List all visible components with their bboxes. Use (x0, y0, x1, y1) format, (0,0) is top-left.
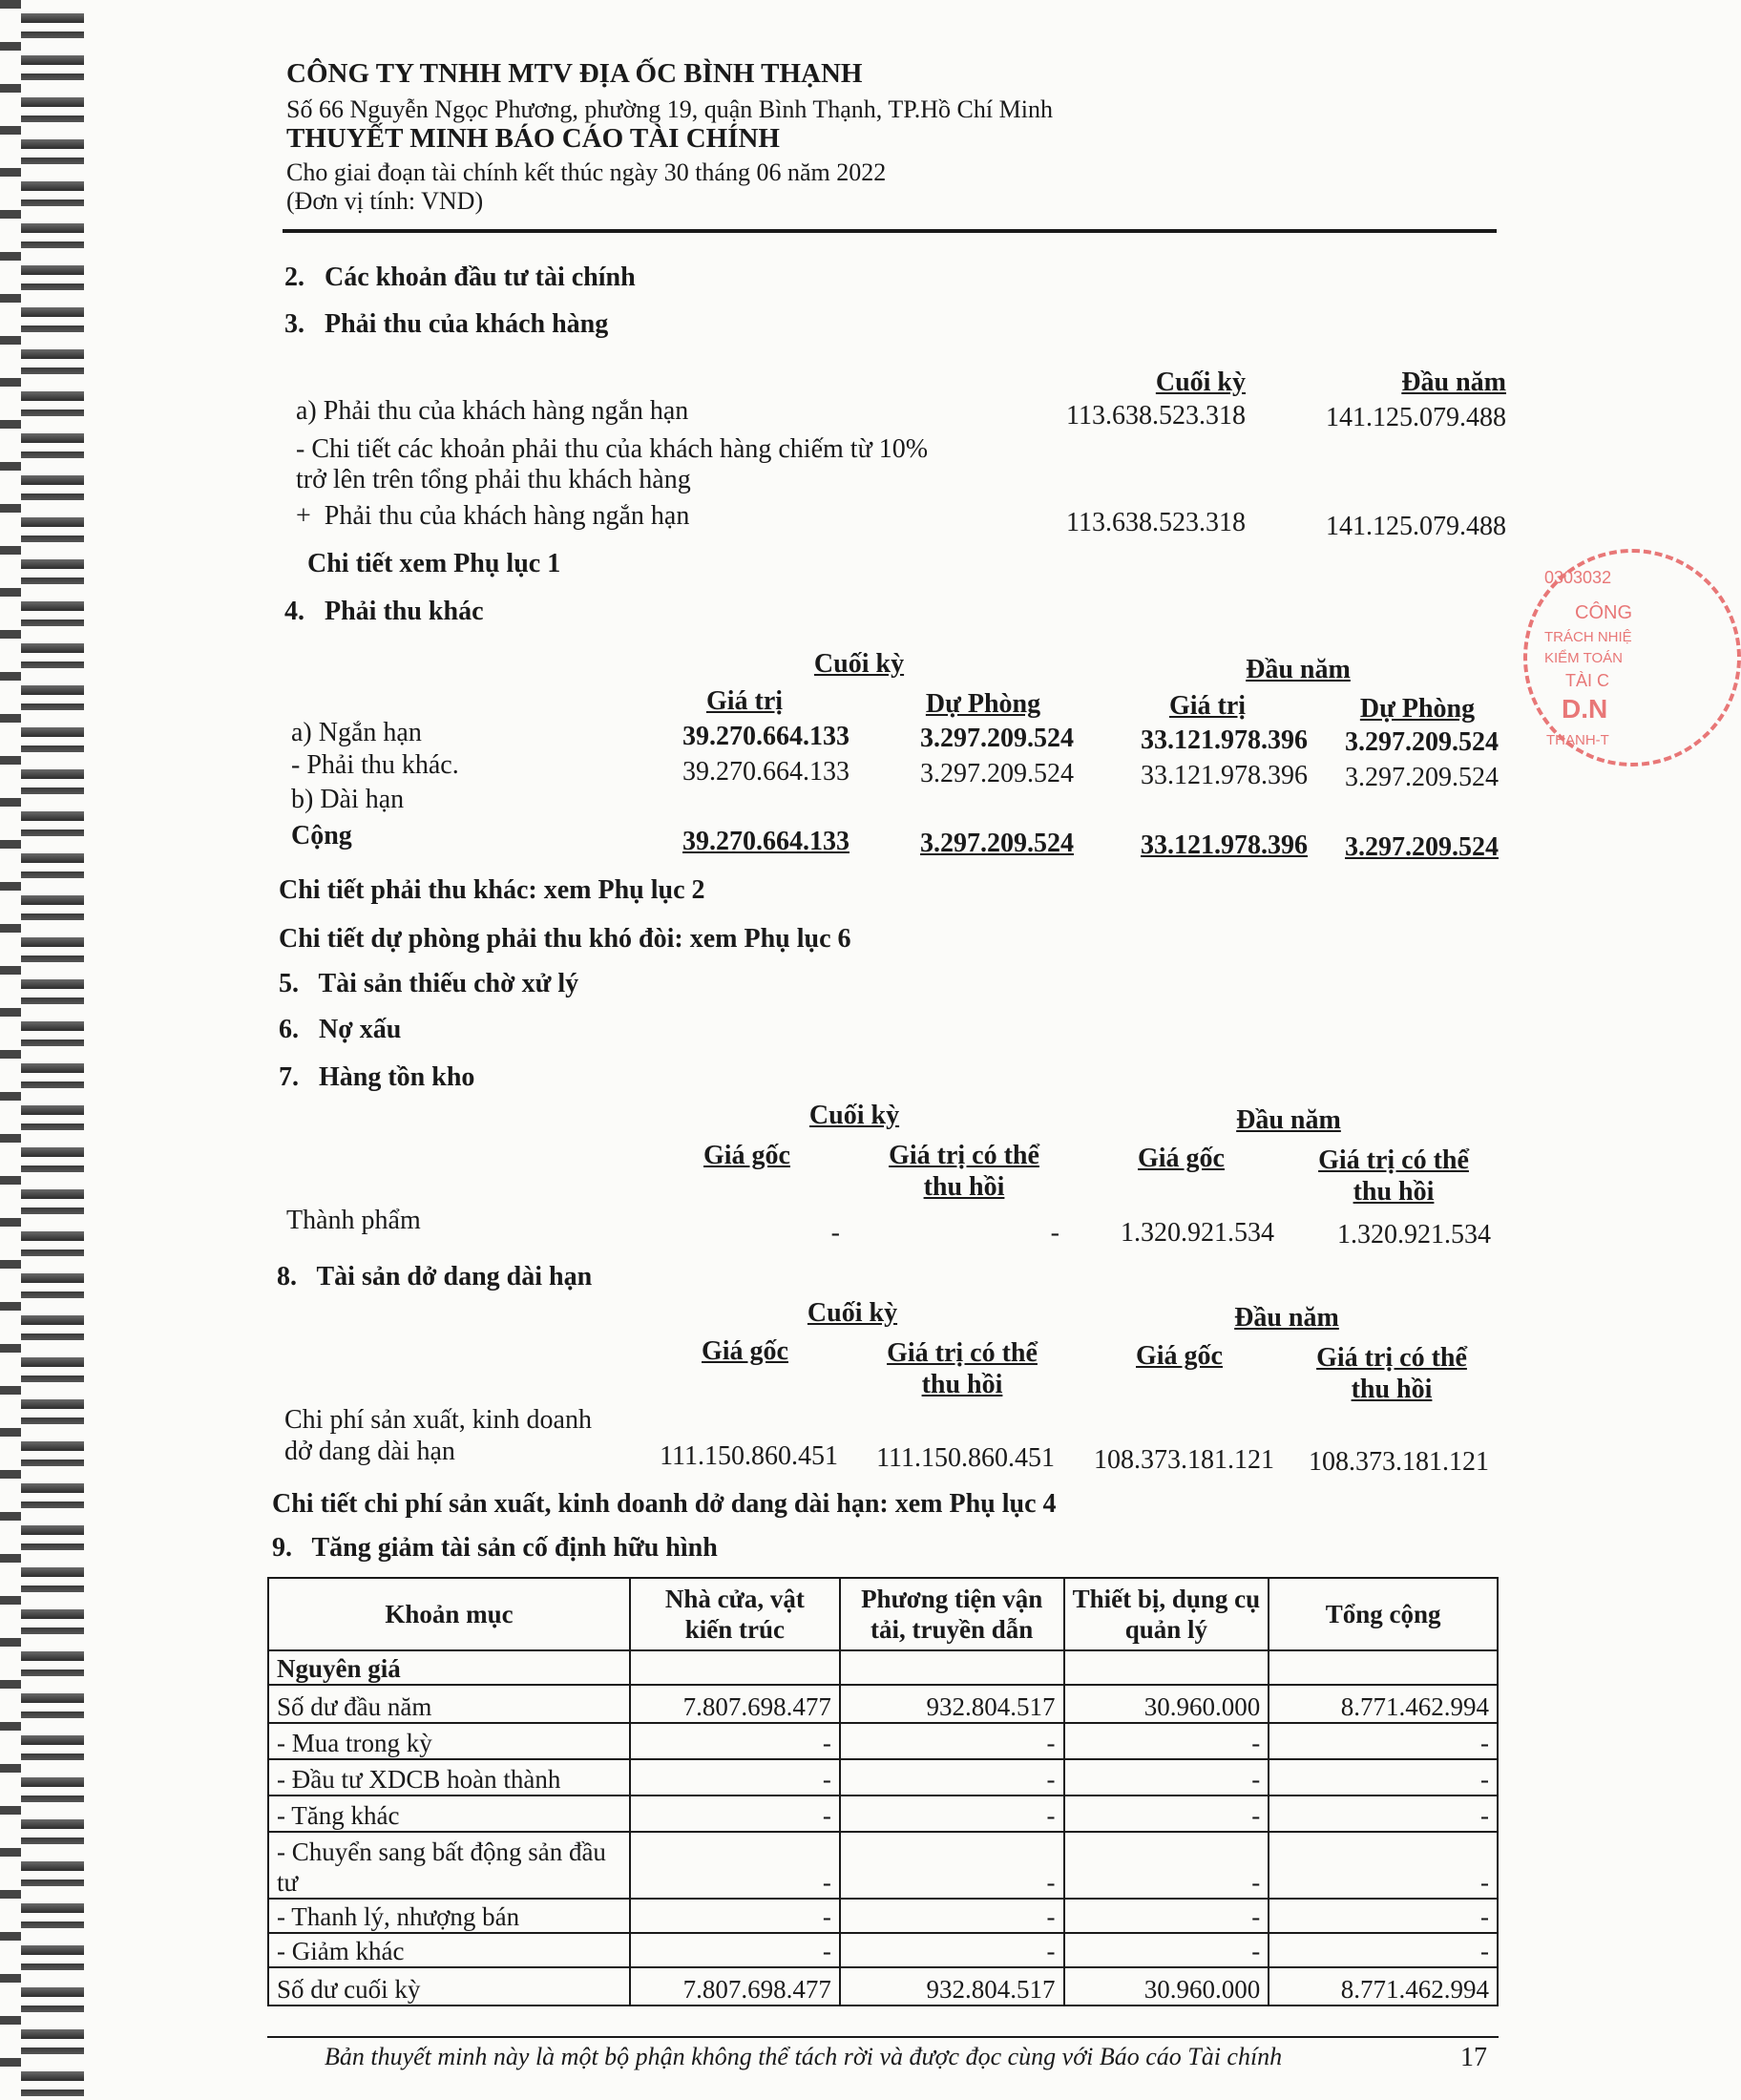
row-label: Số dư cuối kỳ (268, 1967, 630, 2006)
s7-row-label: Thành phẩm (286, 1206, 421, 1235)
s3-row1-label: a) Phải thu của khách hàng ngắn hạn (296, 396, 689, 426)
s4-row-total-p2: 3.297.209.524 (1345, 832, 1499, 862)
row-label: - Đầu tư XDCB hoàn thành (268, 1759, 630, 1796)
fixed-assets-table (267, 1577, 1499, 2006)
document-title: THUYẾT MINH BÁO CÁO TÀI CHÍNH (286, 123, 780, 154)
table-header-row (268, 1578, 1498, 1650)
s7-recoverable-begin-2: thu hồi (1353, 1177, 1435, 1207)
s4-row-short-p1: 3.297.209.524 (920, 724, 1074, 753)
row-label: Số dư đầu năm (268, 1685, 630, 1723)
currency-unit: (Đơn vị tính: VND) (286, 187, 484, 215)
s3-col-end: Cuối kỳ (1155, 368, 1246, 397)
cell-total: - (1269, 1832, 1498, 1899)
cell-total: - (1269, 1899, 1498, 1933)
row-label: - Giảm khác (268, 1933, 630, 1967)
s4-row-total-label: Cộng (291, 821, 352, 850)
cell-vehicles: - (840, 1759, 1064, 1796)
spiral-binding (0, 0, 84, 2100)
s8-row-label-2: dở dang dài hạn (284, 1437, 455, 1466)
cell-buildings: - (630, 1723, 840, 1759)
cell-buildings: 7.807.698.477 (630, 1967, 840, 2006)
cell-equipment: - (1064, 1899, 1269, 1933)
s7-cost-begin: Giá gốc (1138, 1144, 1225, 1173)
s4-group-end: Cuối kỳ (813, 649, 905, 679)
s7-recoverable-begin-1: Giá trị có thể (1318, 1145, 1469, 1175)
s7-group-end: Cuối kỳ (808, 1101, 900, 1130)
header-item: Khoản mục (268, 1578, 630, 1650)
cell-equipment: 30.960.000 (1064, 1685, 1269, 1723)
s8-recoverable-end-1: Giá trị có thể (887, 1338, 1038, 1368)
table-row (268, 1967, 1498, 2006)
row-label: - Mua trong kỳ (268, 1723, 630, 1759)
cell-equipment: - (1064, 1723, 1269, 1759)
cell-vehicles: 932.804.517 (840, 1967, 1064, 2006)
section-9-title: 9. Tăng giảm tài sản cố định hữu hình (272, 1533, 718, 1563)
s8-r2: 108.373.181.121 (1309, 1447, 1489, 1477)
s4-group-begin: Đầu năm (1246, 655, 1351, 684)
cell-vehicles: 932.804.517 (840, 1685, 1064, 1723)
s4-row-total-v2: 33.121.978.396 (1141, 830, 1308, 860)
table-row (268, 1933, 1498, 1967)
s8-cost-end: Giá gốc (702, 1336, 788, 1366)
reporting-period: Cho giai đoạn tài chính kết thúc ngày 30 tháng 06 năm 2022 (286, 158, 887, 186)
s4-row-long-label: b) Dài hạn (291, 785, 405, 814)
s4-sub-value-begin: Giá trị (1168, 691, 1247, 721)
s4-row-total-v1: 39.270.664.133 (682, 827, 850, 856)
section-2-title: 2. Các khoản đầu tư tài chính (284, 262, 636, 292)
group-label: Nguyên giá (268, 1650, 630, 1685)
s3-row1-end: 113.638.523.318 (1066, 401, 1246, 430)
cell-vehicles: - (840, 1899, 1064, 1933)
cell-buildings: 7.807.698.477 (630, 1685, 840, 1723)
row-label: - Tăng khác (268, 1796, 630, 1832)
cell-total: - (1269, 1933, 1498, 1967)
cell-buildings: - (630, 1796, 840, 1832)
section-5-title: 5. Tài sản thiếu chờ xử lý (279, 969, 579, 998)
table-row (268, 1899, 1498, 1933)
cell-buildings: - (630, 1832, 840, 1899)
table-row (268, 1796, 1498, 1832)
section-3-title: 3. Phải thu của khách hàng (284, 309, 609, 339)
cell-vehicles: - (840, 1933, 1064, 1967)
header-total: Tổng cộng (1269, 1578, 1498, 1650)
section-8-title: 8. Tài sản dở dang dài hạn (277, 1262, 593, 1292)
s3-row3-end: 113.638.523.318 (1066, 508, 1246, 537)
header-buildings: Nhà cửa, vật kiến trúc (630, 1578, 840, 1650)
s8-group-end: Cuối kỳ (807, 1298, 898, 1328)
table-row (268, 1832, 1498, 1899)
stamp-line: KIỂM TOÁN (1544, 650, 1623, 666)
cell-buildings: - (630, 1933, 840, 1967)
stamp-line: 0303032 (1544, 568, 1612, 587)
footer-rule (267, 2036, 1499, 2038)
section-4-title: 4. Phải thu khác (284, 597, 484, 626)
cell-equipment: - (1064, 1796, 1269, 1832)
s4-sub-value-end: Giá trị (705, 686, 784, 716)
section-7-title: 7. Hàng tồn kho (279, 1062, 475, 1092)
stamp-line: TRÁCH NHIỆ (1544, 629, 1632, 645)
s7-row-c1: - (830, 1218, 840, 1248)
s3-col-begin: Đầu năm (1401, 368, 1506, 397)
s4-sub-provision-begin: Dự Phòng (1359, 694, 1476, 724)
s8-row-label-1: Chi phí sản xuất, kinh doanh (284, 1405, 592, 1435)
company-address: Số 66 Nguyễn Ngọc Phương, phường 19, quận Bình Thạnh, TP.Hồ Chí Minh (286, 95, 1053, 123)
s7-row-c2: 1.320.921.534 (1121, 1218, 1274, 1248)
s7-recoverable-end-2: thu hồi (923, 1172, 1005, 1202)
s8-group-begin: Đầu năm (1234, 1303, 1339, 1333)
header-rule (283, 229, 1497, 233)
company-stamp (1523, 549, 1741, 766)
s3-row3-begin: 141.125.079.488 (1326, 512, 1506, 541)
s4-row-other-label: - Phải thu khác. (291, 750, 459, 780)
stamp-line: CÔNG (1575, 602, 1632, 623)
s4-row-short-label: a) Ngắn hạn (291, 718, 422, 747)
s8-recoverable-begin-2: thu hồi (1351, 1375, 1433, 1404)
stamp-line: TÀI C (1565, 671, 1610, 690)
s7-recoverable-end-1: Giá trị có thể (889, 1141, 1039, 1170)
s4-note-1: Chi tiết phải thu khác: xem Phụ lục 2 (279, 875, 705, 905)
s8-c2: 108.373.181.121 (1094, 1445, 1274, 1475)
table-row (268, 1759, 1498, 1796)
s4-row-total-p1: 3.297.209.524 (920, 829, 1074, 858)
stamp-line: D.N (1562, 694, 1608, 724)
s4-row-other-p2: 3.297.209.524 (1345, 763, 1499, 792)
s7-row-r1: - (1050, 1218, 1059, 1248)
cell-equipment: - (1064, 1759, 1269, 1796)
cell-equipment: - (1064, 1933, 1269, 1967)
cell-buildings: - (630, 1759, 840, 1796)
footer-note: Bản thuyết minh này là một bộ phận không thể tách rời và được đọc cùng với Báo cáo Tài chính (325, 2043, 1283, 2070)
s4-row-short-v2: 33.121.978.396 (1141, 725, 1308, 755)
s8-r1: 111.150.860.451 (876, 1443, 1055, 1473)
company-name: CÔNG TY TNHH MTV ĐỊA ỐC BÌNH THẠNH (286, 58, 863, 89)
s4-row-other-v1: 39.270.664.133 (682, 757, 850, 787)
stamp-line: THANH-T (1546, 732, 1609, 748)
s4-sub-provision-end: Dự Phòng (925, 689, 1041, 719)
cell-equipment: 30.960.000 (1064, 1967, 1269, 2006)
s4-row-other-v2: 33.121.978.396 (1141, 761, 1308, 790)
cell-equipment: - (1064, 1832, 1269, 1899)
s3-row1-begin: 141.125.079.488 (1326, 403, 1506, 432)
row-label: - Thanh lý, nhượng bán (268, 1899, 630, 1933)
row-label: - Chuyển sang bất động sản đầu tư (268, 1832, 630, 1899)
s8-cost-begin: Giá gốc (1136, 1341, 1223, 1371)
s4-row-other-p1: 3.297.209.524 (920, 759, 1074, 788)
cell-total: 8.771.462.994 (1269, 1967, 1498, 2006)
cell-vehicles: - (840, 1796, 1064, 1832)
s3-note: Chi tiết xem Phụ lục 1 (307, 549, 561, 578)
cell-total: - (1269, 1796, 1498, 1832)
page-number: 17 (1460, 2043, 1487, 2072)
s8-c1: 111.150.860.451 (660, 1441, 838, 1471)
cell-vehicles: - (840, 1832, 1064, 1899)
s3-row3-label: + Phải thu của khách hàng ngắn hạn (296, 501, 690, 531)
cell-buildings: - (630, 1899, 840, 1933)
s3-row2-label-a: - Chi tiết các khoản phải thu của khách hàng chiếm từ 10% (296, 434, 929, 464)
s7-group-begin: Đầu năm (1236, 1105, 1341, 1135)
s8-note: Chi tiết chi phí sản xuất, kinh doanh dở dang dài hạn: xem Phụ lục 4 (272, 1489, 1057, 1519)
s7-row-r2: 1.320.921.534 (1337, 1220, 1491, 1250)
s7-cost-end: Giá gốc (703, 1141, 790, 1170)
table-row (268, 1685, 1498, 1723)
s8-recoverable-end-2: thu hồi (921, 1370, 1003, 1399)
header-equipment: Thiết bị, dụng cụ quản lý (1064, 1578, 1269, 1650)
header-vehicles: Phương tiện vận tải, truyền dẫn (840, 1578, 1064, 1650)
s3-row2-label-b: trở lên trên tổng phải thu khách hàng (296, 465, 691, 494)
cell-total: - (1269, 1759, 1498, 1796)
s4-note-2: Chi tiết dự phòng phải thu khó đòi: xem Phụ lục 6 (279, 924, 851, 954)
table-group-row (268, 1650, 1498, 1685)
s4-row-short-p2: 3.297.209.524 (1345, 727, 1499, 757)
cell-total: - (1269, 1723, 1498, 1759)
cell-vehicles: - (840, 1723, 1064, 1759)
section-6-title: 6. Nợ xấu (279, 1015, 402, 1044)
s4-row-short-v1: 39.270.664.133 (682, 722, 850, 751)
s8-recoverable-begin-1: Giá trị có thể (1316, 1343, 1467, 1373)
table-row (268, 1723, 1498, 1759)
cell-total: 8.771.462.994 (1269, 1685, 1498, 1723)
